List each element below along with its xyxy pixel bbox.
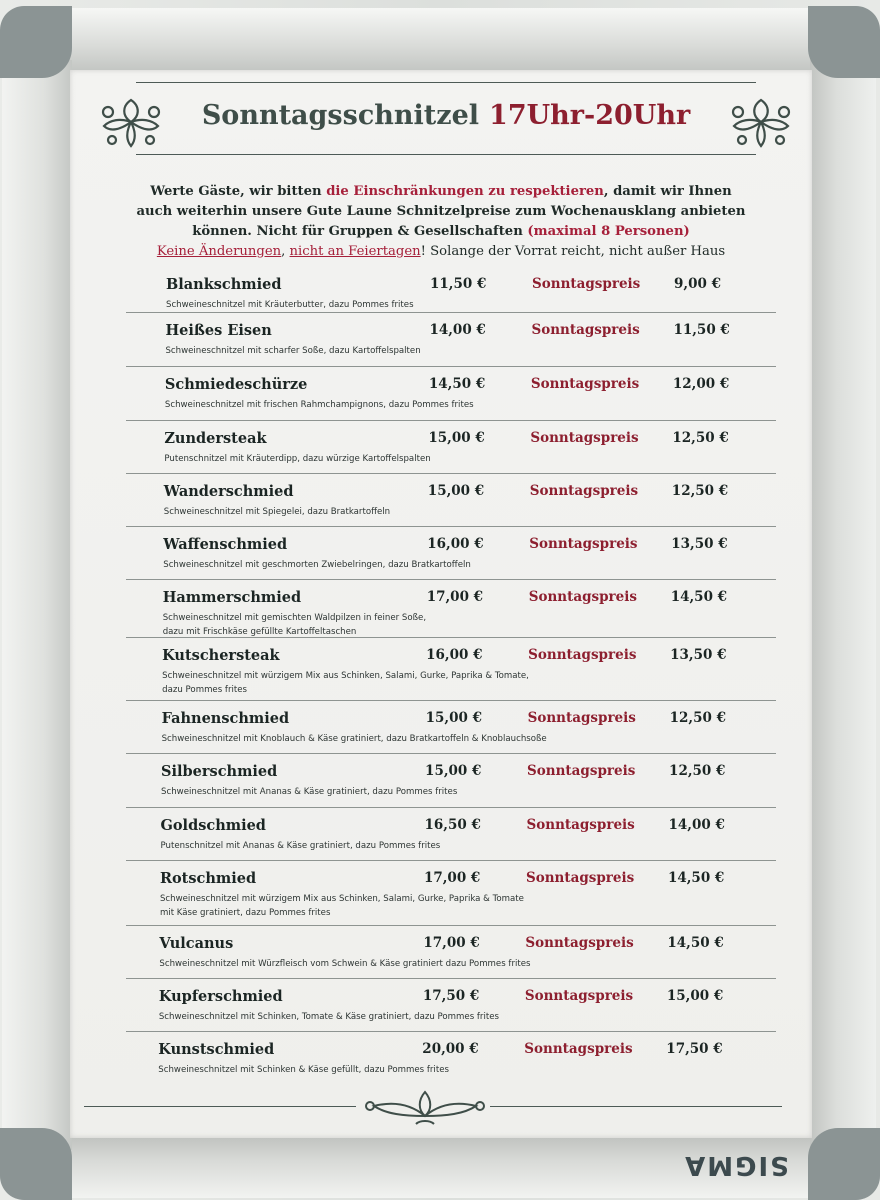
menu-item-sunday-label: Sonntagspreis [532, 276, 641, 292]
footer-rule-left [84, 1106, 356, 1107]
intro-line3b: (maximal 8 Personen) [527, 224, 690, 239]
menu-item-sunday-price: 17,50 € [666, 1041, 723, 1057]
frame-corner-top-left [0, 6, 72, 78]
footer-rule-right [490, 1106, 782, 1107]
menu-item-description: Schweineschnitzel mit Spiegelei, dazu Bratkartoffeln [163, 507, 391, 517]
menu-item-name: Kutschersteak [162, 647, 280, 664]
menu-item-name: Silberschmied [161, 763, 278, 780]
row-divider [126, 1031, 776, 1032]
menu-item-description-2: dazu Pommes frites [162, 685, 248, 695]
intro-line4a: Keine Änderungen [156, 244, 282, 259]
menu-item-price: 16,00 € [426, 647, 483, 663]
menu-item-name: Fahnenschmied [161, 710, 290, 727]
menu-item-price: 14,50 € [428, 376, 486, 392]
menu-item-description: Schweineschnitzel mit Würzfleisch vom Schwein & Käse gratiniert dazu Pommes frites [159, 959, 531, 969]
menu-item-price: 14,00 € [429, 322, 486, 338]
menu-item-sunday-label: Sonntagspreis [525, 935, 634, 951]
menu-item-sunday-label: Sonntagspreis [525, 870, 635, 886]
menu-item-price: 15,00 € [425, 710, 482, 726]
menu-item-description-2: mit Käse gratiniert, dazu Pommes frites [159, 908, 331, 918]
menu-poster [70, 70, 812, 1138]
menu-item-name: Waffenschmied [163, 536, 288, 553]
menu-item-sunday-price: 13,50 € [671, 536, 728, 552]
menu-item-description: Putenschnitzel mit Ananas & Käse gratiniert, dazu Pommes frites [160, 841, 441, 851]
menu-item-price: 16,00 € [427, 536, 484, 552]
menu-item-sunday-label: Sonntagspreis [524, 1041, 633, 1057]
header-bottom-rule [136, 154, 756, 155]
menu-item-sunday-label: Sonntagspreis [530, 376, 640, 392]
menu-item-description: Schweineschnitzel mit würzigem Mix aus Schinken, Salami, Gurke, Paprika & Tomate [159, 894, 524, 904]
menu-item-sunday-label: Sonntagspreis [527, 763, 636, 779]
row-divider [126, 366, 776, 367]
menu-item-name: Goldschmied [160, 817, 266, 834]
menu-item-name: Blankschmied [166, 276, 282, 293]
menu-item-sunday-price: 12,50 € [669, 710, 726, 726]
intro-line1b: die Einschränkungen zu respektieren [326, 184, 604, 199]
header-top-rule [136, 82, 756, 83]
menu-item-name: Kunstschmied [158, 1041, 275, 1058]
row-divider [126, 978, 776, 979]
row-divider [126, 925, 776, 926]
intro-line4c: nicht an Feiertagen [289, 244, 421, 259]
menu-item-sunday-label: Sonntagspreis [527, 710, 636, 726]
menu-item-price: 17,50 € [422, 988, 480, 1004]
row-divider [126, 473, 776, 474]
frame-left-rail [2, 60, 72, 1150]
menu-item-description: Schweineschnitzel mit Ananas & Käse gratiniert, dazu Pommes frites [161, 787, 458, 797]
row-divider [126, 700, 776, 701]
menu-item-sunday-price: 13,50 € [670, 647, 727, 663]
row-divider [126, 807, 776, 808]
menu-time: 17Uhr-20Uhr [489, 100, 691, 131]
intro-line3a: können. Nicht für Gruppen & Gesellschaften [192, 224, 528, 239]
menu-item-description: Schweineschnitzel mit Kräuterbutter, dazu Pommes frites [166, 300, 414, 310]
menu-item-sunday-price: 14,50 € [667, 935, 724, 951]
menu-item-sunday-label: Sonntagspreis [528, 589, 637, 605]
frame-corner-bottom-right [808, 1128, 880, 1200]
menu-item-sunday-price: 12,00 € [672, 376, 730, 392]
menu-item-sunday-label: Sonntagspreis [529, 483, 639, 499]
frame-right-rail [810, 60, 876, 1150]
menu-item-sunday-label: Sonntagspreis [528, 647, 637, 663]
page-title [86, 100, 806, 131]
menu-item-sunday-label: Sonntagspreis [531, 322, 640, 338]
menu-item-sunday-price: 12,50 € [671, 483, 729, 499]
menu-item-sunday-price: 9,00 € [674, 276, 721, 292]
menu-item-price: 20,00 € [422, 1041, 479, 1057]
menu-item-description: Schweineschnitzel mit Knoblauch & Käse gratiniert, dazu Bratkartoffeln & Knoblauchsoße [161, 734, 547, 744]
intro-line2: auch weiterhin unsere Gute Laune Schnitzelpreise zum Wochenausklang anbieten [136, 204, 746, 219]
menu-item-price: 15,00 € [425, 763, 482, 779]
menu-item-name: Zundersteak [164, 430, 267, 447]
menu-title: Sonntagsschnitzel [201, 100, 480, 131]
frame-corner-top-right [808, 6, 880, 78]
menu-item-price: 17,00 € [423, 870, 481, 886]
menu-item-sunday-price: 15,00 € [666, 988, 724, 1004]
frame-brand-logo: SIGMA [683, 1150, 789, 1180]
menu-item-price: 15,00 € [427, 483, 485, 499]
row-divider [126, 579, 776, 580]
menu-item-sunday-price: 14,00 € [668, 817, 725, 833]
intro-text [110, 182, 772, 262]
footer-flourish-icon [360, 1082, 490, 1132]
menu-item-price: 17,00 € [426, 589, 484, 605]
menu-item-description: Schweineschnitzel mit gemischten Waldpilzen in feiner Soße, [162, 613, 427, 623]
menu-item-description: Schweineschnitzel mit Schinken & Käse gefüllt, dazu Pommes frites [158, 1065, 449, 1075]
menu-header [86, 78, 806, 158]
menu-item-price: 15,00 € [428, 430, 485, 446]
menu-item-name: Heißes Eisen [165, 322, 272, 339]
row-divider [126, 753, 776, 754]
row-divider [126, 420, 776, 421]
row-divider [126, 860, 776, 861]
menu-item-name: Kupferschmied [158, 988, 283, 1005]
intro-line4b: , [281, 244, 290, 259]
menu-item-name: Vulcanus [159, 935, 234, 952]
menu-item-name: Rotschmied [159, 870, 257, 887]
menu-item-sunday-price: 12,50 € [672, 430, 729, 446]
row-divider [126, 312, 776, 313]
menu-item-sunday-label: Sonntagspreis [526, 817, 635, 833]
intro-line1c: , damit wir Ihnen [603, 184, 732, 199]
menu-item-sunday-price: 14,50 € [667, 870, 725, 886]
menu-item-sunday-price: 14,50 € [670, 589, 728, 605]
menu-item-description: Schweineschnitzel mit Schinken, Tomate & Käse gratiniert, dazu Pommes frites [158, 1012, 499, 1022]
intro-line1a: Werte Gäste, wir bitten [150, 184, 327, 199]
menu-item-description: Schweineschnitzel mit frischen Rahmchampignons, dazu Pommes frites [164, 400, 474, 410]
menu-item-price: 11,50 € [430, 276, 487, 292]
frame-top-rail [55, 8, 825, 72]
menu-item-sunday-label: Sonntagspreis [530, 430, 639, 446]
menu-item-sunday-label: Sonntagspreis [529, 536, 638, 552]
menu-item-price: 16,50 € [424, 817, 481, 833]
menu-item-description: Putenschnitzel mit Kräuterdipp, dazu würzige Kartoffelspalten [164, 454, 431, 464]
menu-item-name: Schmiedeschürze [164, 376, 308, 393]
frame-corner-bottom-left [0, 1128, 72, 1200]
menu-item-sunday-price: 12,50 € [669, 763, 726, 779]
row-divider [126, 526, 776, 527]
menu-item-name: Wanderschmied [163, 483, 294, 500]
menu-item-name: Hammerschmied [162, 589, 302, 606]
menu-item-price: 17,00 € [423, 935, 480, 951]
menu-item-sunday-label: Sonntagspreis [524, 988, 634, 1004]
menu-item-description: Schweineschnitzel mit würzigem Mix aus Schinken, Salami, Gurke, Paprika & Tomate, [162, 671, 529, 681]
row-divider [126, 637, 776, 638]
intro-line4d: ! Solange der Vorrat reicht, nicht außer Haus [420, 244, 726, 259]
menu-item-description-2: dazu mit Frischkäse gefüllte Kartoffeltaschen [162, 627, 357, 637]
menu-item-description: Schweineschnitzel mit scharfer Soße, dazu Kartoffelspalten [165, 346, 421, 356]
menu-item-description: Schweineschnitzel mit geschmorten Zwiebelringen, dazu Bratkartoffeln [163, 560, 471, 570]
menu-item-sunday-price: 11,50 € [673, 322, 730, 338]
